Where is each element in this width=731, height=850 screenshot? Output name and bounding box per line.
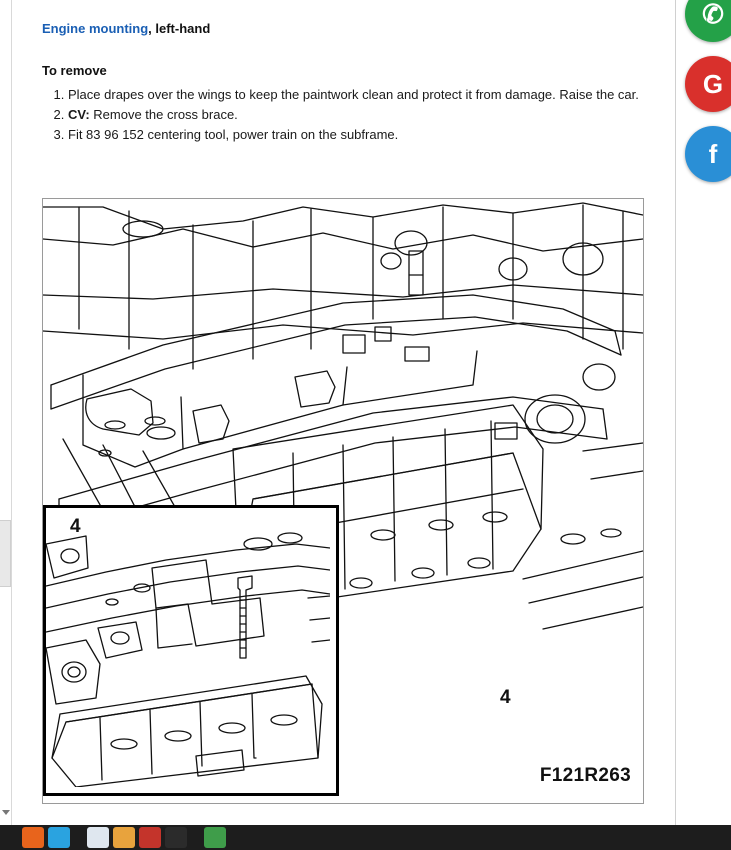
engine-mounting-link[interactable]: Engine mounting bbox=[42, 21, 149, 36]
taskbar-app-editor[interactable] bbox=[87, 827, 109, 848]
left-gutter bbox=[0, 0, 12, 825]
taskbar-app-firefox[interactable] bbox=[22, 827, 44, 848]
list-item: 1. Place drapes over the wings to keep the paintwork clean and protect it from damage. Raise the car. bbox=[68, 85, 667, 105]
section-heading: To remove bbox=[42, 63, 107, 78]
google-icon: G bbox=[702, 68, 724, 99]
step-text: Remove the cross brace. bbox=[89, 107, 238, 122]
callout-label-inset: 4 bbox=[70, 516, 81, 537]
page-title bbox=[42, 20, 667, 38]
technical-illustration[interactable] bbox=[42, 198, 644, 804]
taskbar-separator bbox=[191, 837, 200, 838]
google-fab[interactable] bbox=[685, 56, 731, 112]
facebook-icon: f bbox=[708, 138, 718, 169]
whatsapp-icon: ✆ bbox=[702, 0, 724, 29]
facebook-fab[interactable] bbox=[685, 126, 731, 182]
taskbar-app-terminal[interactable] bbox=[165, 827, 187, 848]
scroll-down-arrow-icon[interactable] bbox=[2, 810, 10, 815]
step-bold-prefix: CV: bbox=[68, 107, 90, 122]
figure-code: F121R263 bbox=[539, 765, 631, 786]
whatsapp-fab[interactable] bbox=[685, 0, 731, 42]
taskbar-app-files[interactable] bbox=[113, 827, 135, 848]
list-item bbox=[68, 105, 667, 125]
list-item: 3. Fit 83 96 152 centering tool, power train on the subframe. bbox=[68, 125, 667, 145]
callout-label-main: 4 bbox=[500, 687, 511, 708]
taskbar-app-notes[interactable] bbox=[204, 827, 226, 848]
document-content bbox=[42, 0, 667, 145]
content-right-rule bbox=[675, 0, 676, 825]
figure-footer-toolbar bbox=[42, 804, 642, 826]
taskbar-app-browser[interactable] bbox=[48, 827, 70, 848]
taskbar-app-media[interactable] bbox=[139, 827, 161, 848]
taskbar-separator bbox=[74, 837, 83, 838]
os-taskbar bbox=[0, 825, 731, 850]
sidebar-collapse-handle[interactable] bbox=[0, 520, 11, 587]
procedure-steps-list bbox=[42, 85, 667, 145]
detail-inset bbox=[43, 505, 339, 796]
detail-inset-svg bbox=[46, 508, 330, 787]
page-title-suffix: , left-hand bbox=[148, 21, 211, 36]
